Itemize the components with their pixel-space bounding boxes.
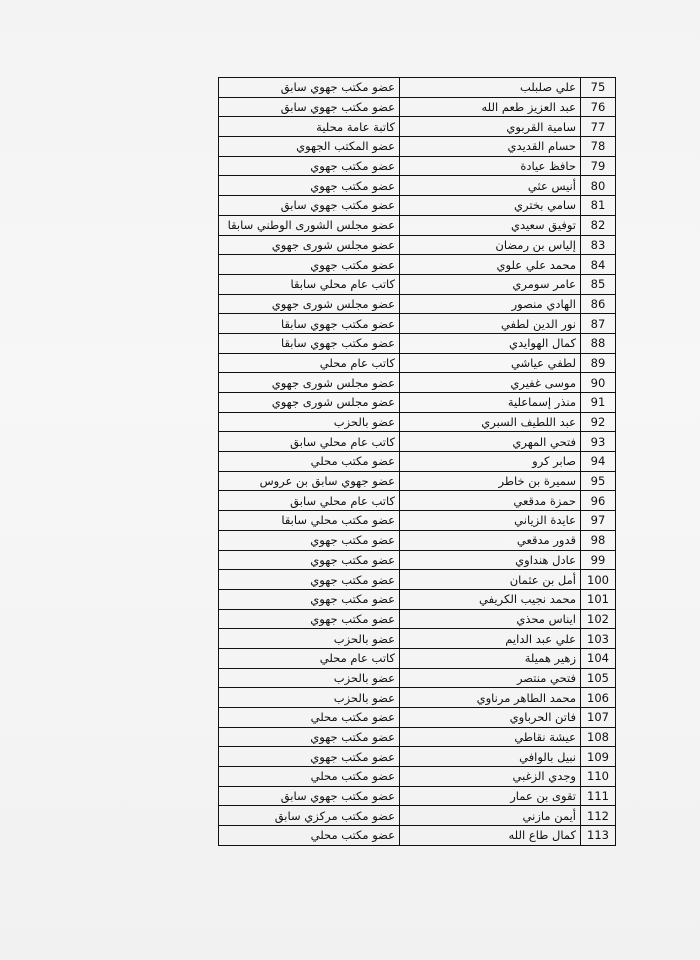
table-row: [219, 78, 616, 98]
member-name: توفيق سعيدي: [400, 215, 581, 235]
member-name: علي صلبلب: [400, 78, 581, 98]
row-number: 112: [581, 806, 616, 826]
member-name: صابر كرو: [400, 452, 581, 472]
member-role: عضو مكتب جهوي: [219, 589, 400, 609]
member-role: عضو مكتب محلي: [219, 826, 400, 846]
member-role: عضو بالحزب: [219, 412, 400, 432]
member-name: منذر إسماعلية: [400, 393, 581, 413]
table-row: [219, 294, 616, 314]
member-name: أنيس عثي: [400, 176, 581, 196]
table-row: [219, 471, 616, 491]
row-number: 109: [581, 747, 616, 767]
row-number: 91: [581, 393, 616, 413]
member-name: حمزة مدقعي: [400, 491, 581, 511]
row-number: 108: [581, 727, 616, 747]
row-number: 105: [581, 668, 616, 688]
row-number: 94: [581, 452, 616, 472]
table-row: [219, 570, 616, 590]
table-row: [219, 156, 616, 176]
member-name: عبد العزيز طعم الله: [400, 97, 581, 117]
member-name: ايناس محذي: [400, 609, 581, 629]
row-number: 89: [581, 353, 616, 373]
table-row: [219, 806, 616, 826]
table-row: [219, 353, 616, 373]
member-role: كاتب عام محلي سابق: [219, 432, 400, 452]
member-name: عيشة نقاطي: [400, 727, 581, 747]
row-number: 78: [581, 137, 616, 157]
member-role: عضو مكتب محلي سابقا: [219, 511, 400, 531]
row-number: 76: [581, 97, 616, 117]
member-name: وجدي الزغبي: [400, 767, 581, 787]
row-number: 83: [581, 235, 616, 255]
member-role: عضو مكتب جهوي سابقا: [219, 333, 400, 353]
row-number: 79: [581, 156, 616, 176]
table-row: [219, 333, 616, 353]
row-number: 104: [581, 648, 616, 668]
member-role: كاتب عام محلي سابق: [219, 491, 400, 511]
table-row: [219, 767, 616, 787]
row-number: 80: [581, 176, 616, 196]
table-row: [219, 629, 616, 649]
row-number: 86: [581, 294, 616, 314]
member-name: فاتن الحرباوي: [400, 708, 581, 728]
member-role: عضو المكتب الجهوي: [219, 137, 400, 157]
row-number: 101: [581, 589, 616, 609]
member-role: كاتب عام محلي: [219, 648, 400, 668]
member-name: إلياس بن رمضان: [400, 235, 581, 255]
table-row: [219, 786, 616, 806]
row-number: 85: [581, 274, 616, 294]
table-row: [219, 215, 616, 235]
member-role: عضو بالحزب: [219, 668, 400, 688]
table-row: [219, 747, 616, 767]
member-name: نبيل بالوافي: [400, 747, 581, 767]
table-row: [219, 609, 616, 629]
member-role: كاتبة عامة محلية: [219, 117, 400, 137]
member-role: عضو مجلس شورى جهوي: [219, 294, 400, 314]
member-role: كاتب عام محلي: [219, 353, 400, 373]
row-number: 102: [581, 609, 616, 629]
members-table: [218, 77, 616, 846]
row-number: 93: [581, 432, 616, 452]
table-row: [219, 648, 616, 668]
row-number: 99: [581, 550, 616, 570]
member-role: عضو مكتب جهوي: [219, 609, 400, 629]
member-role: عضو مجلس شورى جهوي: [219, 373, 400, 393]
row-number: 82: [581, 215, 616, 235]
member-role: عضو مكتب جهوي: [219, 727, 400, 747]
table-row: [219, 432, 616, 452]
table-row: [219, 137, 616, 157]
row-number: 88: [581, 333, 616, 353]
member-role: عضو مجلس شورى جهوي: [219, 393, 400, 413]
member-name: موسى غفيري: [400, 373, 581, 393]
member-name: فتحي منتصر: [400, 668, 581, 688]
member-name: عادل هنداوي: [400, 550, 581, 570]
member-name: محمد نجيب الكريفي: [400, 589, 581, 609]
member-role: عضو جهوي سابق بن عروس: [219, 471, 400, 491]
member-role: عضو بالحزب: [219, 629, 400, 649]
row-number: 98: [581, 530, 616, 550]
table-row: [219, 530, 616, 550]
table-row: [219, 708, 616, 728]
member-name: عامر سومري: [400, 274, 581, 294]
member-name: نور الدين لطفي: [400, 314, 581, 334]
member-role: عضو مكتب جهوي: [219, 530, 400, 550]
member-name: محمد علي علوي: [400, 255, 581, 275]
table-row: [219, 373, 616, 393]
member-name: لطفي عياشي: [400, 353, 581, 373]
member-role: عضو مكتب محلي: [219, 452, 400, 472]
row-number: 106: [581, 688, 616, 708]
row-number: 100: [581, 570, 616, 590]
row-number: 95: [581, 471, 616, 491]
table-row: [219, 589, 616, 609]
member-role: عضو مكتب جهوي سابق: [219, 78, 400, 98]
member-name: تقوى بن عمار: [400, 786, 581, 806]
row-number: 97: [581, 511, 616, 531]
table-row: [219, 491, 616, 511]
member-name: كمال الهوايدي: [400, 333, 581, 353]
table-row: [219, 412, 616, 432]
member-role: عضو مكتب جهوي سابق: [219, 97, 400, 117]
member-name: أمل بن عثمان: [400, 570, 581, 590]
member-role: عضو مكتب محلي: [219, 708, 400, 728]
table-row: [219, 274, 616, 294]
member-role: عضو مكتب مركزي سابق: [219, 806, 400, 826]
member-name: سامي بختري: [400, 196, 581, 216]
row-number: 81: [581, 196, 616, 216]
table-row: [219, 668, 616, 688]
member-name: حسام القديدي: [400, 137, 581, 157]
member-role: عضو مجلس الشورى الوطني سابقا: [219, 215, 400, 235]
row-number: 84: [581, 255, 616, 275]
member-name: أيمن مازني: [400, 806, 581, 826]
member-role: عضو مكتب جهوي سابقا: [219, 314, 400, 334]
table-row: [219, 314, 616, 334]
member-name: سميرة بن خاطر: [400, 471, 581, 491]
member-name: فتحي المهري: [400, 432, 581, 452]
row-number: 110: [581, 767, 616, 787]
table-row: [219, 255, 616, 275]
member-role: عضو مكتب جهوي سابق: [219, 196, 400, 216]
row-number: 77: [581, 117, 616, 137]
member-role: عضو مكتب جهوي: [219, 176, 400, 196]
member-role: عضو مجلس شورى جهوي: [219, 235, 400, 255]
row-number: 113: [581, 826, 616, 846]
table-row: [219, 452, 616, 472]
member-name: عايدة الزياني: [400, 511, 581, 531]
table-row: [219, 550, 616, 570]
member-name: علي عبد الدايم: [400, 629, 581, 649]
member-name: قدور مدقعي: [400, 530, 581, 550]
member-name: الهادي منصور: [400, 294, 581, 314]
row-number: 107: [581, 708, 616, 728]
member-name: عبد اللطيف السبري: [400, 412, 581, 432]
row-number: 111: [581, 786, 616, 806]
members-table-body: [219, 78, 616, 846]
table-row: [219, 727, 616, 747]
member-role: عضو مكتب محلي: [219, 767, 400, 787]
member-name: كمال طاع الله: [400, 826, 581, 846]
member-name: محمد الطاهر مرناوي: [400, 688, 581, 708]
table-row: [219, 235, 616, 255]
row-number: 90: [581, 373, 616, 393]
table-row: [219, 97, 616, 117]
member-role: عضو مكتب جهوي: [219, 255, 400, 275]
member-name: حافظ عيادة: [400, 156, 581, 176]
table-row: [219, 826, 616, 846]
row-number: 96: [581, 491, 616, 511]
member-role: كاتب عام محلي سابقا: [219, 274, 400, 294]
row-number: 87: [581, 314, 616, 334]
member-role: عضو مكتب جهوي: [219, 570, 400, 590]
member-role: عضو مكتب جهوي: [219, 550, 400, 570]
member-role: عضو مكتب جهوي سابق: [219, 786, 400, 806]
row-number: 103: [581, 629, 616, 649]
member-role: عضو مكتب جهوي: [219, 156, 400, 176]
table-row: [219, 511, 616, 531]
table-row: [219, 196, 616, 216]
member-name: زهير هميلة: [400, 648, 581, 668]
member-role: عضو مكتب جهوي: [219, 747, 400, 767]
table-row: [219, 117, 616, 137]
table-row: [219, 393, 616, 413]
row-number: 75: [581, 78, 616, 98]
member-role: عضو بالحزب: [219, 688, 400, 708]
member-name: سامية القربوي: [400, 117, 581, 137]
table-row: [219, 688, 616, 708]
table-row: [219, 176, 616, 196]
row-number: 92: [581, 412, 616, 432]
